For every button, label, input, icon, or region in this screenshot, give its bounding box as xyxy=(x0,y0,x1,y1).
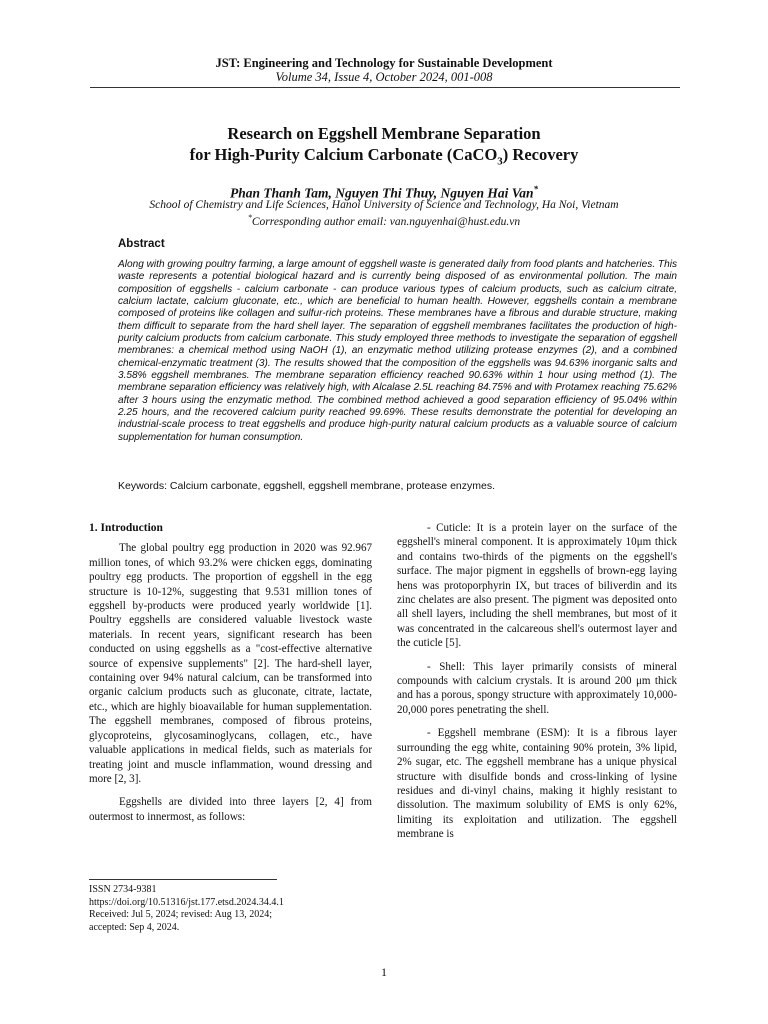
issn: ISSN 2734-9381 xyxy=(89,884,157,895)
corresponding-email xyxy=(0,211,768,229)
keywords: Keywords: Calcium carbonate, eggshell, eggshell membrane, protease enzymes. xyxy=(118,480,496,492)
journal-volume: Volume 34, Issue 4, October 2024, 001-008 xyxy=(275,70,493,84)
title-subscript: 3 xyxy=(497,155,503,168)
page-number: 1 xyxy=(381,965,387,979)
title-line-2 xyxy=(0,144,768,172)
footnote xyxy=(89,884,389,934)
title-line-2-post: ) Recovery xyxy=(502,145,579,164)
intro-paragraph-1: The global poultry egg production in 2020 was 92.967 million tones, of which 93.2% were chicken eggs, dominating poultry egg products. The proportion of eggshell in the egg structure is 10-12%, suggesting that 9.531 million tones of eggshell by-products were produced yearly worldwide [1]. Poultry eggshells are considered valuable livestock waste materials. In recent years, significant research has been conducted on using eggshells as a "cost-effective alternative source of expensive supplements" [2]. The hard-shell layer, containing over 94% natural calcium, can be transformed into organic calcium products such as gluconate, citrate, lactate, etc., which are highly bioavailable for human supplementation. The eggshell membranes, composed of fibrous proteins, glycoproteins, glycosaminoglycans, collagen, etc., have valuable applications in medical fields, such as materials for treating joint and muscle inflammation, wound dressing and more [2, 3]. xyxy=(89,542,372,785)
title-line-1: Research on Eggshell Membrane Separation xyxy=(227,124,541,143)
email-text: Corresponding author email: van.nguyenhai@hust.edu.vn xyxy=(251,215,521,228)
doi-link[interactable]: https://doi.org/10.51316/jst.177.etsd.2024.34.4.1 xyxy=(89,896,284,908)
cuticle-paragraph: - Cuticle: It is a protein layer on the surface of the eggshell's mineral component. It is approximately 10μm thick and contains two-thirds of the pigments on the eggshell's surface. The major pigment in eggshells of brown-egg laying hens was protoporphyrin IX, but traces of biliverdin and its zinc chelates are also present. The pigment was deposited onto all shell layers, including the shell membranes, but most of it was concentrated in the calcareous shell's outermost layer and the cuticle [5]. xyxy=(397,522,677,650)
abstract-text: Along with growing poultry farming, a large amount of eggshell waste is generated daily from food plants and hatcheries. This waste represents a potential biological hazard and is currently being disposed of as environmental pollution. The main composition of eggshells - calcium carbonate - can produce various types of calcium products, such as calcium citrate, calcium lactate, calcium gluconate, etc., which are beneficial to human health. However, eggshells contain a membrane composed of proteins like collagen and sulfur-rich proteins. These membranes have a fibrous and durable structure, making them difficult to separate from the hard shell layer. The separation of eggshell membranes facilitates the production of high-purity calcium products from calcium carbonate. This study employed three methods to investigate the separation of eggshell membranes: a chemical method using NaOH (1), an enzymatic method utilizing protease enzymes (2), and a combined chemical-enzymatic treatment (3). The results showed that the composition of the eggshells was 94.63% inorganic salts and 3.58% eggshell membranes. The membrane separation efficiency reached 90.63% within 1 hour using method (1). The membrane separation efficiency was relatively high, with Alcalase 2.5L reaching 84.75% and with Protamex reaching 75.62% after 3 hours using the enzymatic method. The combined method achieved a good separation efficiency of 95.04% within 2.25 hours, and the recovered calcium purity reached 99.69%. These results demonstrate the potential for developing an industrial-scale process to treat eggshells and produce high-purity natural calcium products as a valuable source of calcium supplementation for human consumption. xyxy=(118,259,677,443)
corresponding-mark: * xyxy=(533,184,539,194)
shell-paragraph: - Shell: This layer primarily consists of mineral compounds with calcium crystals. It is around 200 μm thick and has a porous, spongy structure with approximately 10,000-20,000 pores penetrating the shell. xyxy=(397,660,677,716)
left-column xyxy=(89,521,372,824)
received-date: Received: Jul 5, 2024; revised: Aug 13, 2024; xyxy=(89,909,273,920)
abstract-heading: Abstract xyxy=(118,238,165,250)
header-rule xyxy=(90,87,680,88)
journal-name: JST: Engineering and Technology for Sustainable Development xyxy=(215,56,553,70)
journal-header xyxy=(0,56,768,84)
intro-paragraph-2: Eggshells are divided into three layers [2, 4] from outermost to innermost, as follows: xyxy=(89,796,372,823)
email-mark: * xyxy=(247,213,252,222)
right-column xyxy=(397,521,677,842)
author-names: Phan Thanh Tam, Nguyen Thi Thuy, Nguyen Hai Van xyxy=(229,185,534,201)
section-heading-introduction: 1. Introduction xyxy=(89,522,163,534)
affiliation: School of Chemistry and Life Sciences, Hanoi University of Science and Technology, Ha Noi, Vietnam xyxy=(149,199,619,211)
footnote-rule xyxy=(89,879,277,880)
paper-title xyxy=(0,123,768,172)
membrane-paragraph: - Eggshell membrane (ESM): It is a fibrous layer surrounding the egg white, containing 90% protein, 3% lipid, 2% sugar, etc. The eggshell membrane has a unique physical structure with disulfide bonds and cross-linking of lysine residues and di-vinyl chains, making it highly resistant to dissolution. The maximum solubility of EMS is only 62%, limiting its exploitation and utilization. The eggshell membrane is xyxy=(397,727,677,841)
accepted-date: accepted: Sep 4, 2024. xyxy=(89,921,180,933)
title-line-2-pre: for High-Purity Calcium Carbonate (CaCO xyxy=(189,145,498,164)
